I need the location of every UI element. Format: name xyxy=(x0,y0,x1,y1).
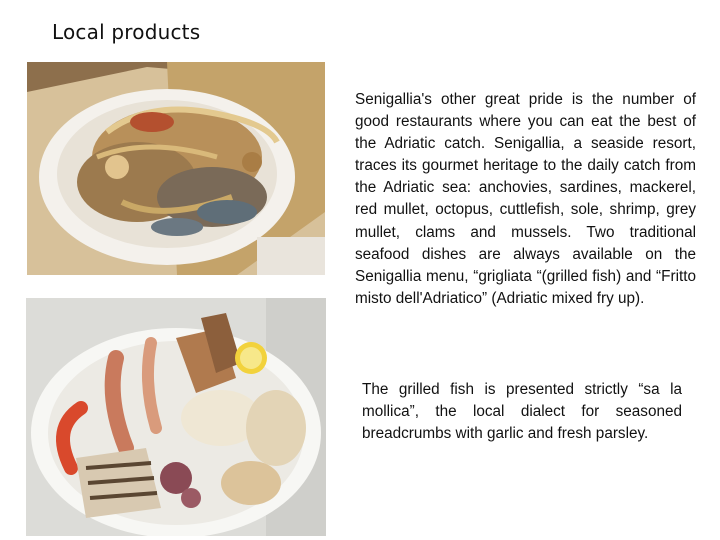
slide-title: Local products xyxy=(52,20,201,44)
grilled-seafood-photo xyxy=(26,298,326,536)
grilled-fish-paragraph: The grilled fish is presented strictly “sa la mollica”, the local dialect for seasoned breadcrumbs with garlic and fresh parsley. xyxy=(362,381,682,443)
fried-seafood-photo xyxy=(27,62,325,275)
intro-paragraph: Senigallia's other great pride is the number of good restaurants where you can eat the best of the Adriatic catch. Senigallia, a seaside resort, traces its gourmet heritage to the daily catch from the Adriatic sea: anchovies, sardines, mackerel, red mullet, octopus, cuttlefish, sole, shrimp, grey mullet, clams and mussels. Two traditional seafood dishes are always available on the Senigallia menu, “grigliata “(grilled fish) and “Fritto misto dell'Adriatico” (Adriatic mixed fry up). xyxy=(355,91,696,307)
